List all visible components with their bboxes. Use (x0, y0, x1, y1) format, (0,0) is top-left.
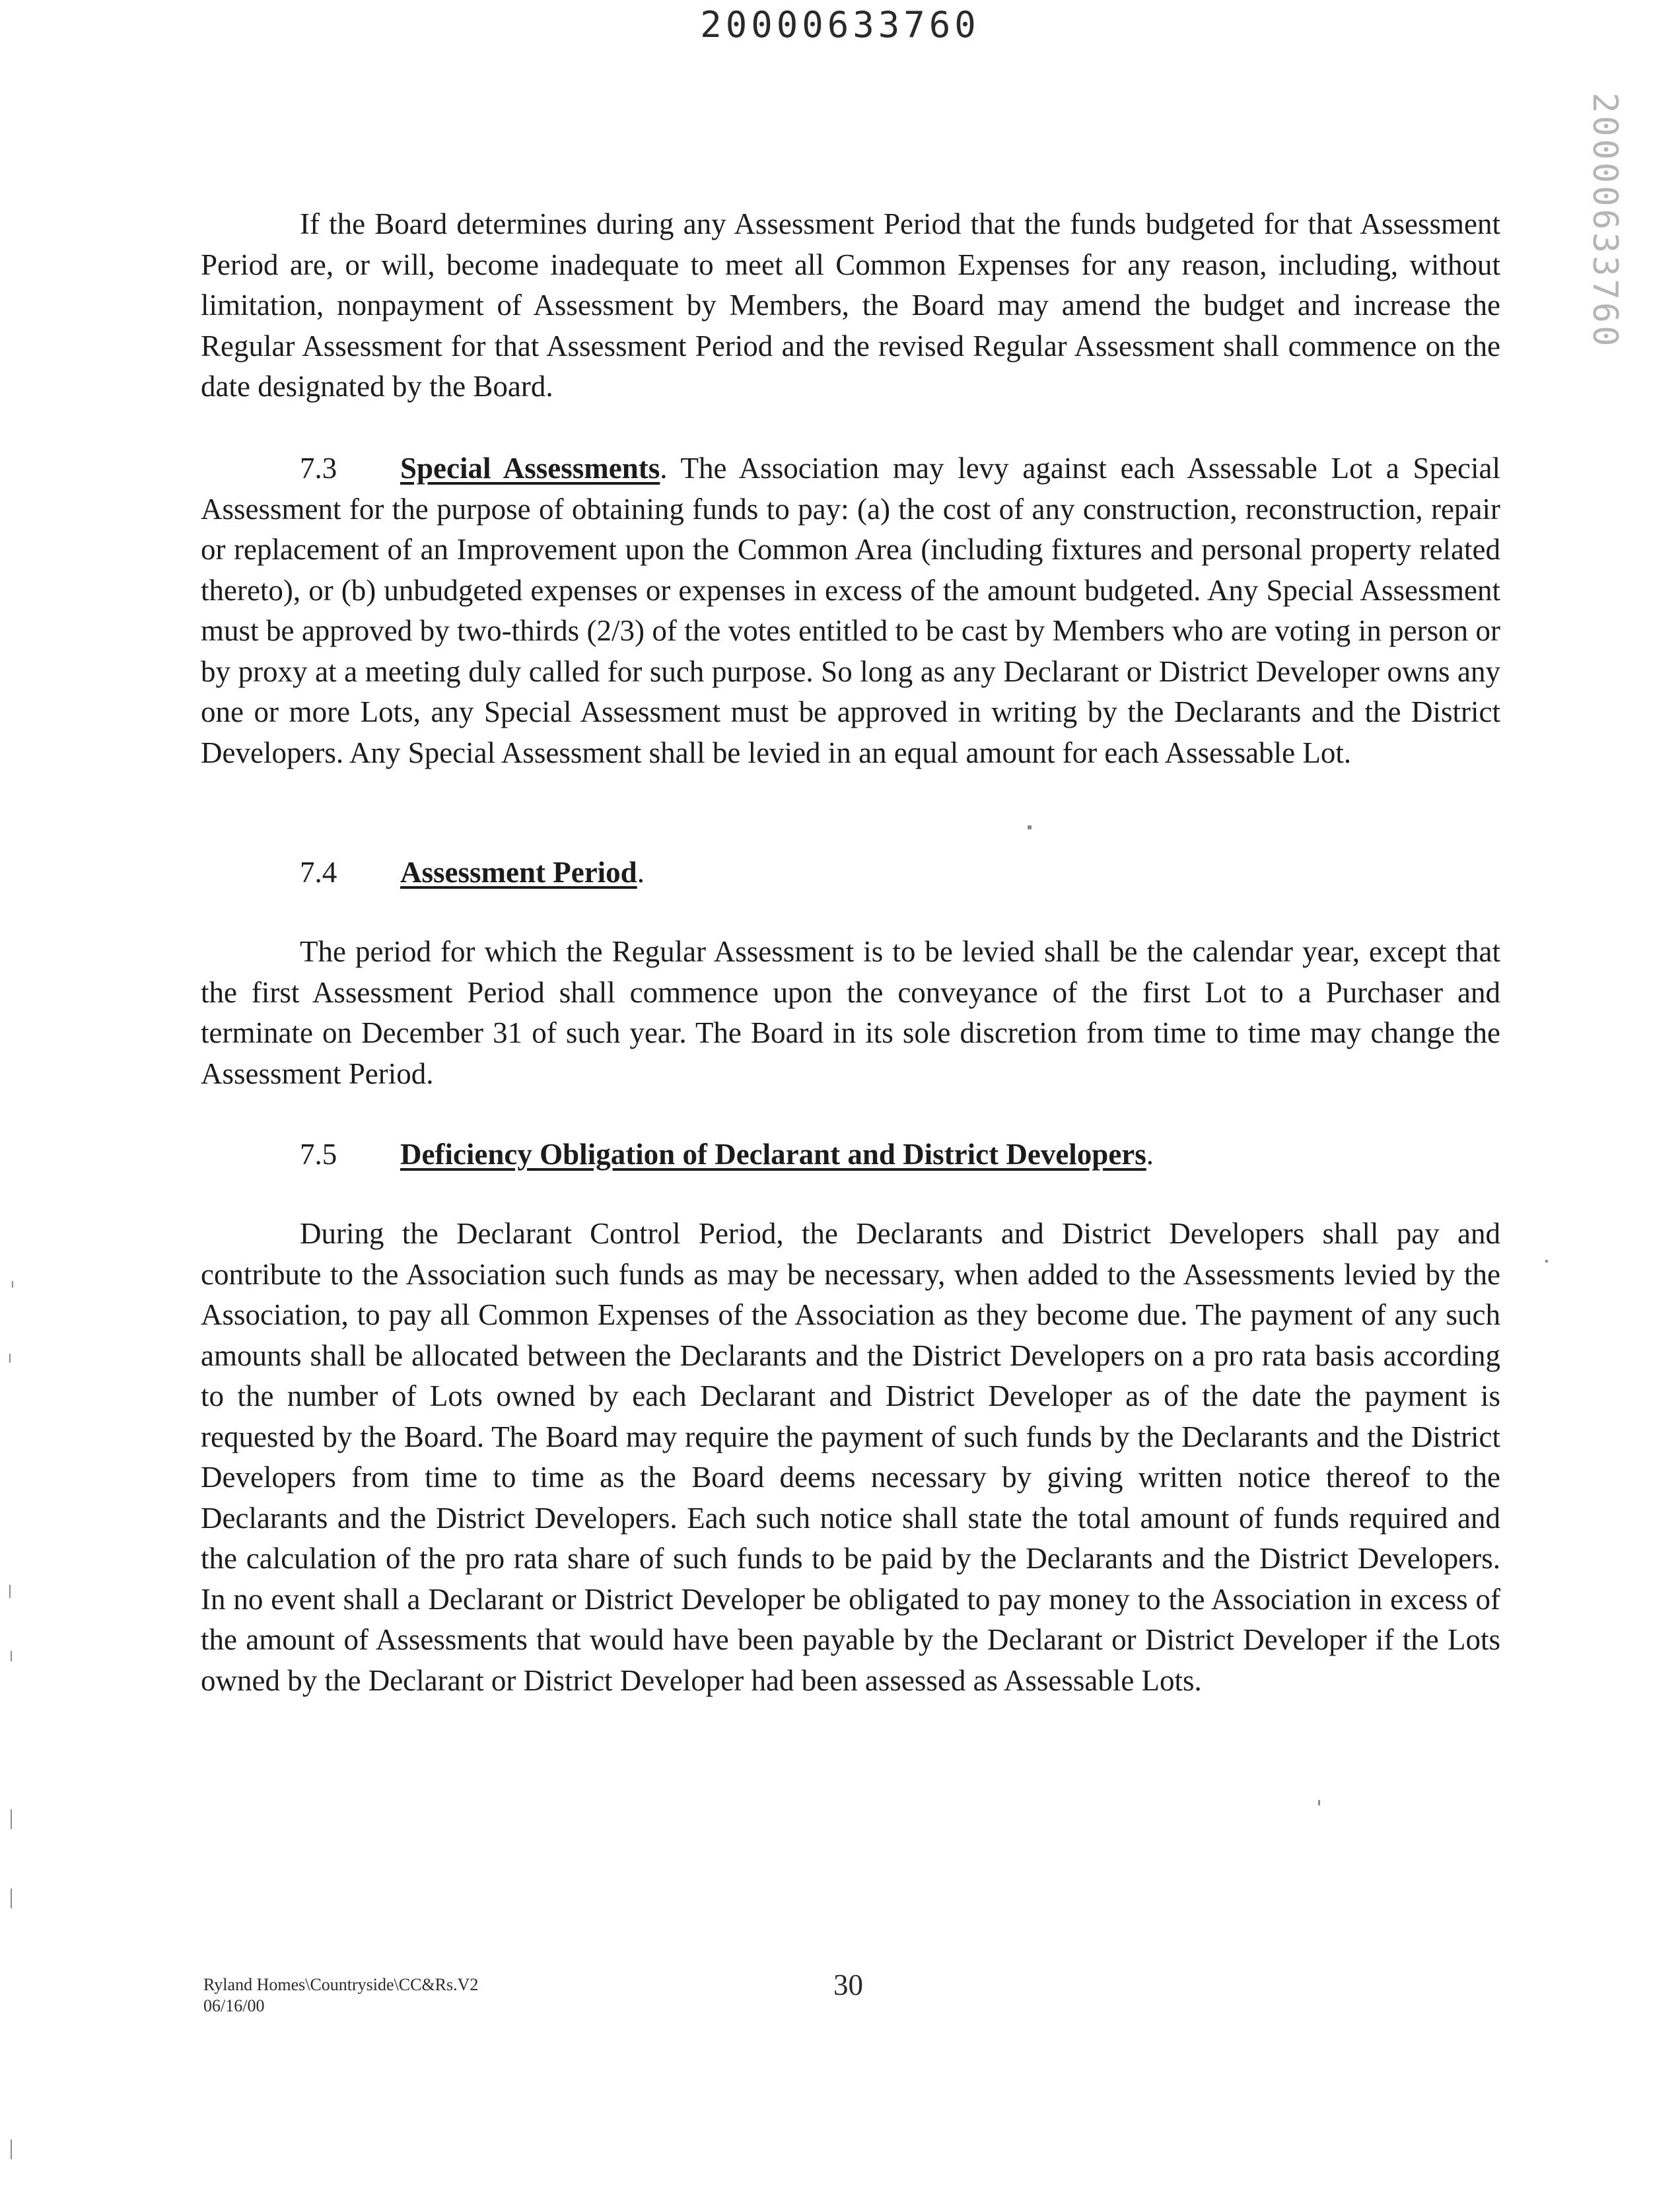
footer-path: Ryland Homes\Countryside\CC&Rs.V2 (203, 1975, 479, 1994)
heading-period: . (1146, 1138, 1154, 1171)
heading-period: . (637, 856, 645, 889)
document-number: 20000633760 (700, 4, 980, 46)
scan-artifact (9, 1354, 11, 1363)
section-body: . The Association may levy against each Assessable Lot a Special Assessment for the purpose of obtaining funds to pay: (a) the cost of any construction, reconstruction, repair or replacement of an Improvement upon the Common Area (including fixtures and personal property related thereto), or (b) unbudgeted expenses or expenses in excess of the amount budgeted. Any Special Assessment must be approved by two-thirds (2/3) of the votes entitled to be cast by Members who are voting in person or by proxy at a meeting duly called for such purpose. So long as any Declarant or District Developer owns any one or more Lots, any Special Assessment must be approved in writing by the Declarants and the District Developers. Any Special Assessment shall be levied in an equal amount for each Assessable Lot. (201, 452, 1501, 769)
scan-artifact (11, 1809, 12, 1829)
footer-file-reference (203, 1974, 478, 2017)
scan-artifact (12, 1281, 13, 1288)
section-number: 7.3 (300, 452, 337, 485)
scan-artifact (1318, 1800, 1320, 1805)
footer-date: 06/16/00 (203, 1996, 265, 2015)
paragraph-assessment-period: The period for which the Regular Assessment is to be levied shall be the calendar year, except that the first Assessment Period shall commence upon the conveyance of the first Lot to a Purchaser and terminate on December 31 of such year. The Board in its sole discretion from time to time may change the Assessment Period. (201, 935, 1500, 1090)
section-title: Deficiency Obligation of Declarant and District Developers (400, 1138, 1146, 1171)
scan-artifact (1545, 1260, 1548, 1263)
page-number: 30 (833, 1968, 863, 2001)
section-title: Special Assessments (400, 452, 660, 485)
scan-artifact (1028, 825, 1032, 829)
section-7-5-heading (300, 1134, 1154, 1175)
scan-artifact (9, 1585, 11, 1598)
paragraph-deficiency-obligation: During the Declarant Control Period, the Declarants and District Developers shall pay and contribute to the Association such funds as may be necessary, when added to the Assessments levied by the Association, to pay all Common Expenses of the Association as they become due. The payment of any such amounts shall be allocated between the Declarants and the District Developers on a pro rata basis according to the number of Lots owned by each Declarant and District Developer as of the date the payment is requested by the Board. The Board may require the payment of such funds by the Declarants and the District Developers from time to time as the Board deems necessary by giving written notice thereof to the Declarants and the District Developers. Each such notice shall state the total amount of funds required and the calculation of the pro rata share of such funds to be paid by the Declarants and the District Developers. In no event shall a Declarant or District Developer be obligated to pay money to the Association in excess of the amount of Assessments that would have been payable by the Declarant or District Developer if the Lots owned by the Declarant or District Developer had been assessed as Assessable Lots. (201, 1217, 1500, 1697)
side-stamp: 20000633760 (1585, 92, 1625, 349)
paragraph-budget-amendment: If the Board determines during any Assessment Period that the funds budgeted for that Assessment Period are, or will, become inadequate to meet all Common Expenses for any reason, including, without limitation, nonpayment of Assessment by Members, the Board may amend the budget and increase the Regular Assessment for that Assessment Period and the revised Regular Assessment shall commence on the date designated by the Board. (201, 207, 1500, 403)
section-7-3-special-assessments (201, 448, 1500, 773)
scan-artifact (11, 1889, 12, 1908)
section-number: 7.4 (300, 856, 337, 889)
scan-artifact (11, 1651, 12, 1661)
section-number: 7.5 (300, 1138, 337, 1171)
section-title: Assessment Period (400, 856, 637, 889)
scan-artifact (11, 2139, 12, 2159)
section-7-4-heading (300, 852, 645, 893)
